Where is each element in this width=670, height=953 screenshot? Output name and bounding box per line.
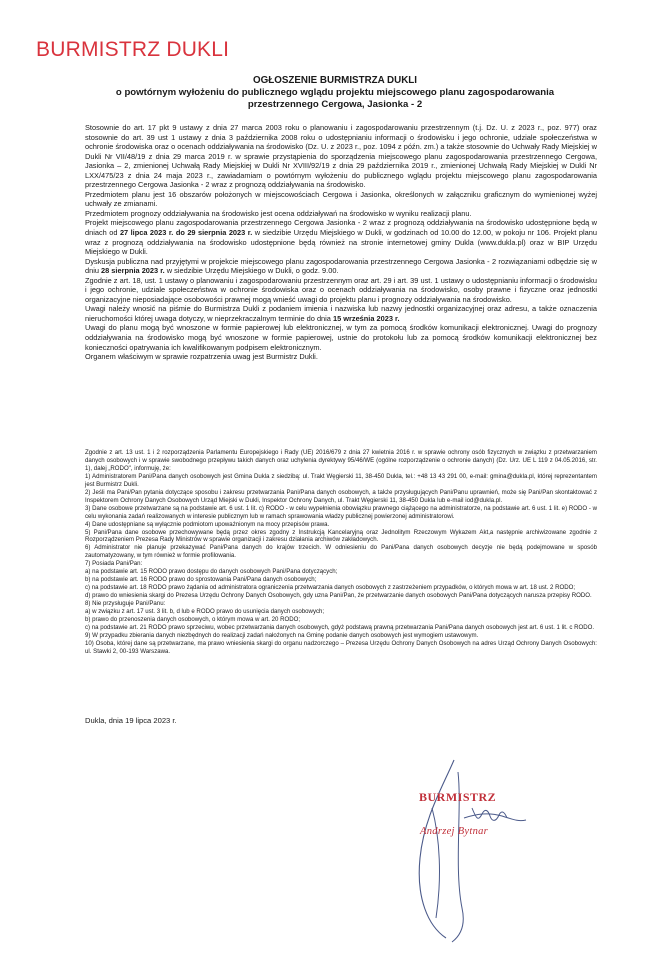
document-date: Dukla, dnia 19 lipca 2023 r. <box>85 716 177 725</box>
gdpr-item: 4) Dane udostępniane są wyłącznie podmiotom upoważnionym na mocy przepisów prawa. <box>85 520 330 528</box>
gdpr-clause <box>85 449 597 656</box>
announcement-title: OGŁOSZENIE BURMISTRZA DUKLI <box>252 75 417 86</box>
gdpr-subitem: a) na podstawie art. 15 RODO prawo dostępu do danych osobowych Pani/Pana dotyczących; <box>85 568 338 576</box>
paragraph-forecast-subject: Przedmiotem prognozy oddziaływania na środowisko jest ocena oddziaływań na środowisko w wyniku realizacji planu. <box>85 208 472 218</box>
gdpr-item: 9) W przypadku zbierania danych niezbędnych do realizacji zadań nałożonych na Gminę podanie danych osobowych jest wymogiem ustawowym. <box>85 631 479 639</box>
gdpr-subitem: a) w związku z art. 17 ust. 3 lit. b, d lub e RODO prawo do usunięcia danych osobowych; <box>85 608 325 616</box>
announcement-subtitle <box>80 87 590 111</box>
stamp-title: BURMISTRZ <box>419 790 497 804</box>
paragraph-legal-basis: Stosownie do art. 17 pkt 9 ustawy z dnia 27 marca 2003 roku o planowaniu i zagospodarowaniu przestrzennym (t.j. Dz. U. z 2023 r., poz. 977) oraz stosownie do art. 39 ust 1 ustawy z dnia 3 października 2008 roku o udostępnianiu informacji o środowisku i jego ochronie, udziale społeczeństwa w ochronie środowiska oraz o ocenach oddziaływania na środowisko (Dz. U. z 2023 r., poz. 1094 z późn. zm.) a także stosownie do Uchwały Rady Miejskiej w Dukli Nr VII/48/19 z dnia 29 marca 2019 r. w sprawie przystąpienia do sporządzenia miejscowego planu zagospodarowania przestrzennego Cergowa, Jasionka – 2, zmienionej Uchwałą Rady Miejskiej w Dukli Nr XVIII/92/19 z dnia 29 października 2019 r., zmienionej Uchwałą Rady Miejskiej w Dukli Nr LXX/475/23 z dnia 24 maja 2023 r., zawiadamiam o powtórnym wyłożeniu do publicznego wglądu projektu miejscowego planu zagospodarowania przestrzennego Cergowa Jasionka - 2 wraz z prognozą oddziaływania na środowisko. <box>85 123 597 190</box>
announcement-body <box>85 123 597 362</box>
paragraph-plan-subject: Przedmiotem planu jest 16 obszarów położonych w miejscowościach Cergowa i Jasionka, określonych w załączniku graficznym do wymienionej wyżej uchwały ze zmianami. <box>85 189 597 209</box>
gdpr-subitem: c) na podstawie art. 21 RODO prawo sprzeciwu, wobec przetwarzania danych osobowych, gdyż podstawą prawną przetwarzania Pani/Pana danych osobowych jest art. 6 ust. 1 lit. c RODO. <box>85 623 595 631</box>
paragraph-comments-submission: Uwagi należy wnosić na piśmie do Burmistrza Dukli z podaniem imienia i nazwiska lub nazwy jednostki organizacyjnej oraz adresu, a także oznaczenia nieruchomości której uwaga dotyczy, w nieprzekraczalnym terminie do dnia 15 września 2023 r. <box>85 304 597 323</box>
gdpr-intro: Zgodnie z art. 13 ust. 1 i 2 rozporządzenia Parlamentu Europejskiego i Rady (UE) 2016/679 z dnia 27 kwietnia 2016 r. w sprawie ochrony osób fizycznych w związku z przetwarzaniem danych osobowych i w sprawie swobodnego przepływu takich danych oraz uchylenia dyrektywy 95/46/WE (ogólne rozporządzenie o ochronie danych) (Dz. Urz. UE L 119 z 04.05.2016, str. 1), dalej „RODO", informuję, że: <box>85 449 597 472</box>
discussion-date: 28 sierpnia 2023 r. <box>101 266 165 276</box>
gdpr-subitem: d) prawo do wniesienia skargi do Prezesa Urzędu Ochrony Danych Osobowych, gdy uzna Pani/Pan, że przetwarzanie danych osobowych Pani/Pana dotyczących narusza przepisy RODO. <box>85 592 592 600</box>
gdpr-item: 7) Posiada Pani/Pan: <box>85 560 143 568</box>
gdpr-subitem: b) na podstawie art. 16 RODO prawo do sprostowania Pani/Pana danych osobowych; <box>85 576 317 584</box>
gdpr-subitem: b) prawo do przenoszenia danych osobowych, o którym mowa w art. 20 RODO; <box>85 616 301 624</box>
comments-deadline: 15 września 2023 r. <box>332 313 400 323</box>
subtitle-line-1: o powtórnym wyłożeniu do publicznego wglądu projektu miejscowego planu zagospodarowania <box>115 87 555 98</box>
gdpr-item: 5) Pani/Pana dane osobowe przechowywane będą przez okres zgodny z Instrukcją Kancelaryjną oraz Jednolitym Rzeczowym Wykazem Akt,a następnie archiwizowane zgodnie z Rozporządzeniem Prezesa Rady Ministrów w sprawie organizacji i zakresu działania archiwów zakładowych. <box>85 528 597 544</box>
paragraph-competent-authority: Organem właściwym w sprawie rozpatrzenia uwag jest Burmistrz Dukli. <box>85 352 318 362</box>
paragraph-comments-right: Zgodnie z art. 18, ust. 1 ustawy o planowaniu i zagospodarowaniu przestrzennym oraz art. 29 i art. 39 ust. 1 ustawy o udostępnianiu informacji o środowisku i jego ochronie, udziale społeczeństwa w ochronie środowiska oraz o ocenach oddziaływania na środowisko, osoby prawne i fizyczne oraz jednostki organizacyjne nieposiadające osobowości prawnej mogą wnieść uwagi do projektu planu i prognozy oddziaływania na środowisko. <box>85 275 597 304</box>
paragraph-availability: Projekt miejscowego planu zagospodarowania przestrzennego Cergowa Jasionka - 2 wraz z prognozą oddziaływania na środowisko udostępnione będą w dniach od 27 lipca 2023 r. do 29 sierpnia 2023 r. w siedzibie Urzędu Miejskiego w Dukli, w godzinach od 10.00 do 12.00, w pokoju nr 106. Projekt planu wraz z prognozą oddziaływania na środowisko udostępnione będą również na stronie internetowej gminy Dukla (www.dukla.pl) oraz w BIP Urzędu Miejskiego w Dukli. <box>85 218 597 257</box>
letterhead-brand: BURMISTRZ DUKLI <box>36 38 230 61</box>
gdpr-item: 6) Administrator nie planuje przekazywać Pani/Pana danych do krajów trzecich. W odniesieniu do Pani/Pana danych osobowych decyzje nie będą podejmowane w sposób zautomatyzowany, w tym również w formie profilowania. <box>85 544 597 560</box>
gdpr-item: 8) Nie przysługuje Pani/Panu: <box>85 600 166 608</box>
stamp-name: Andrzej Bytnar <box>420 826 489 837</box>
gdpr-subitem: c) na podstawie art. 18 RODO prawo żądania od administratora ograniczenia przetwarzania danych osobowych z zastrzeżeniem przypadków, o których mowa w art. 18 ust. 2 RODO; <box>85 584 576 592</box>
availability-dates: 27 lipca 2023 r. do 29 sierpnia 2023 r. <box>119 228 253 238</box>
gdpr-item: 2) Jeśli ma Pani/Pan pytania dotyczące sposobu i zakresu przetwarzania Pani/Pana danych osobowych, a także przysługujących Pani/Panu uprawnień, może się Pani/Pan skontaktować z Inspektorem Ochrony Danych Osobowych Urząd Miejski w Dukli, Inspektor Ochrony Danych, ul. Trakt Węgierski 11, 38-450 Dukla lub e-mail iod@dukla.pl. <box>85 488 597 504</box>
signature-block <box>402 748 642 948</box>
paragraph-comments-form: Uwagi do planu mogą być wnoszone w formie papierowej lub elektronicznej, w tym za pomocą środków komunikacji elektronicznej. Uwagi do prognozy oddziaływania na środowisko mogą być wnoszone w formie papierowej, ustnie do protokołu lub za pomocą środków komunikacji elektronicznej bez konieczności opatrywania ich kwalifikowanym podpisem elektronicznym. <box>85 323 597 352</box>
gdpr-item: 10) Osoba, której dane są przetwarzane, ma prawo wniesienia skargi do organu nadzorczego – Prezesa Urzędu Ochrony Danych Osobowych na adres Urząd Ochrony Danych Osobowych: ul. Stawki 2, 00-193 Warszawa. <box>85 639 597 655</box>
paragraph-public-discussion: Dyskusja publiczna nad przyjętymi w projekcie miejscowego planu zagospodarowania przestrzennego Cergowa Jasionka - 2 rozwiązaniami odbędzie się w dniu 28 sierpnia 2023 r. w siedzibie Urzędu Miejskiego w Dukli, o godz. 9.00. <box>85 256 597 276</box>
handwritten-signature <box>402 748 642 948</box>
gdpr-item: 1) Administratorem Pani/Pana danych osobowych jest Gmina Dukla z siedzibą: ul. Trakt Węgierski 11, 38-450 Dukla, tel.: +48 13 43 291 00, e-mail: gmina@dukla.pl, której reprezentantem jest Burmistrz Dukli. <box>85 472 597 488</box>
gdpr-item: 3) Dane osobowe przetwarzane są na podstawie art. 6 ust. 1 lit. c) RODO - w celu wypełnienia obowiązku prawnego ciążącego na administratorze, na podstawie art. 6 ust. 1 lit. e) RODO - w celu wykonania zadań realizowanych w interesie publicznym lub w ramach sprawowania władzy publicznej powierzonej administratorowi. <box>85 504 597 520</box>
subtitle-line-2: przestrzennego Cergowa, Jasionka - 2 <box>247 99 423 110</box>
